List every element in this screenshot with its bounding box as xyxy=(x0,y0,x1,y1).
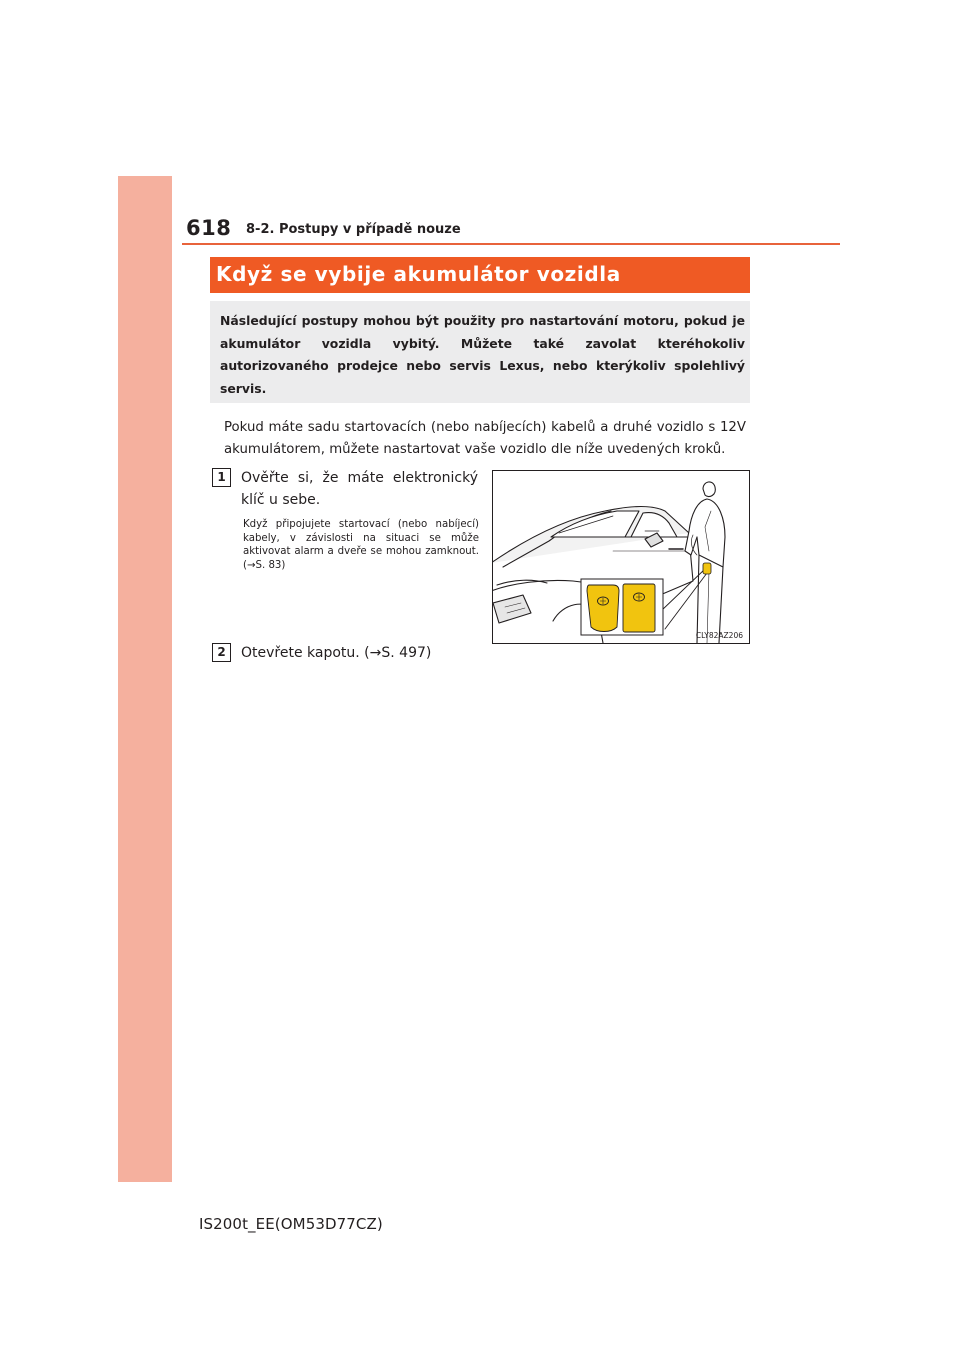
card-key-icon xyxy=(623,584,655,632)
intro-text: Následující postupy mohou být použity pro nastartování motoru, pokud je akumulátor vozidla vybitý. Můžete také zavolat kteréhokoliv autorizovaného prodejce nebo servis Lexus, nebo kterýkoliv spolehlivý servis. xyxy=(220,313,745,396)
chapter-sidebar-tab xyxy=(118,176,172,1182)
section-title: 8-2. Postupy v případě nouze xyxy=(246,222,461,237)
illustration-code: CLY82AZ206 xyxy=(695,631,743,640)
page-number: 618 xyxy=(186,216,232,240)
step-number-1: 1 xyxy=(212,468,231,487)
step-1-text: Ověřte si, že máte elektronický klíč u sebe. xyxy=(241,470,478,508)
step-1-note: Když připojujete startovací (nebo nabíjecí) kabely, v závislosti na situaci se může aktivovat alarm a dveře se mohou zamknout. (→S. 83) xyxy=(243,519,479,571)
step-number-2: 2 xyxy=(212,643,231,662)
header-rule xyxy=(182,243,840,245)
footer-model-code: IS200t_EE(OM53D77CZ) xyxy=(199,1215,383,1233)
car-key-illustration xyxy=(492,470,750,644)
car-illustration-svg xyxy=(493,471,749,643)
smart-key-icon xyxy=(587,585,619,632)
instruction-paragraph: Pokud máte sadu startovacích (nebo nabíjecích) kabelů a druhé vozidlo s 12V akumulátorem, můžete nastartovat vaše vozidlo dle níže uvedených kroků. xyxy=(224,420,746,458)
page-title: Když se vybije akumulátor vozidla xyxy=(216,262,621,286)
step-2-text: Otevřete kapotu. (→S. 497) xyxy=(241,645,432,661)
